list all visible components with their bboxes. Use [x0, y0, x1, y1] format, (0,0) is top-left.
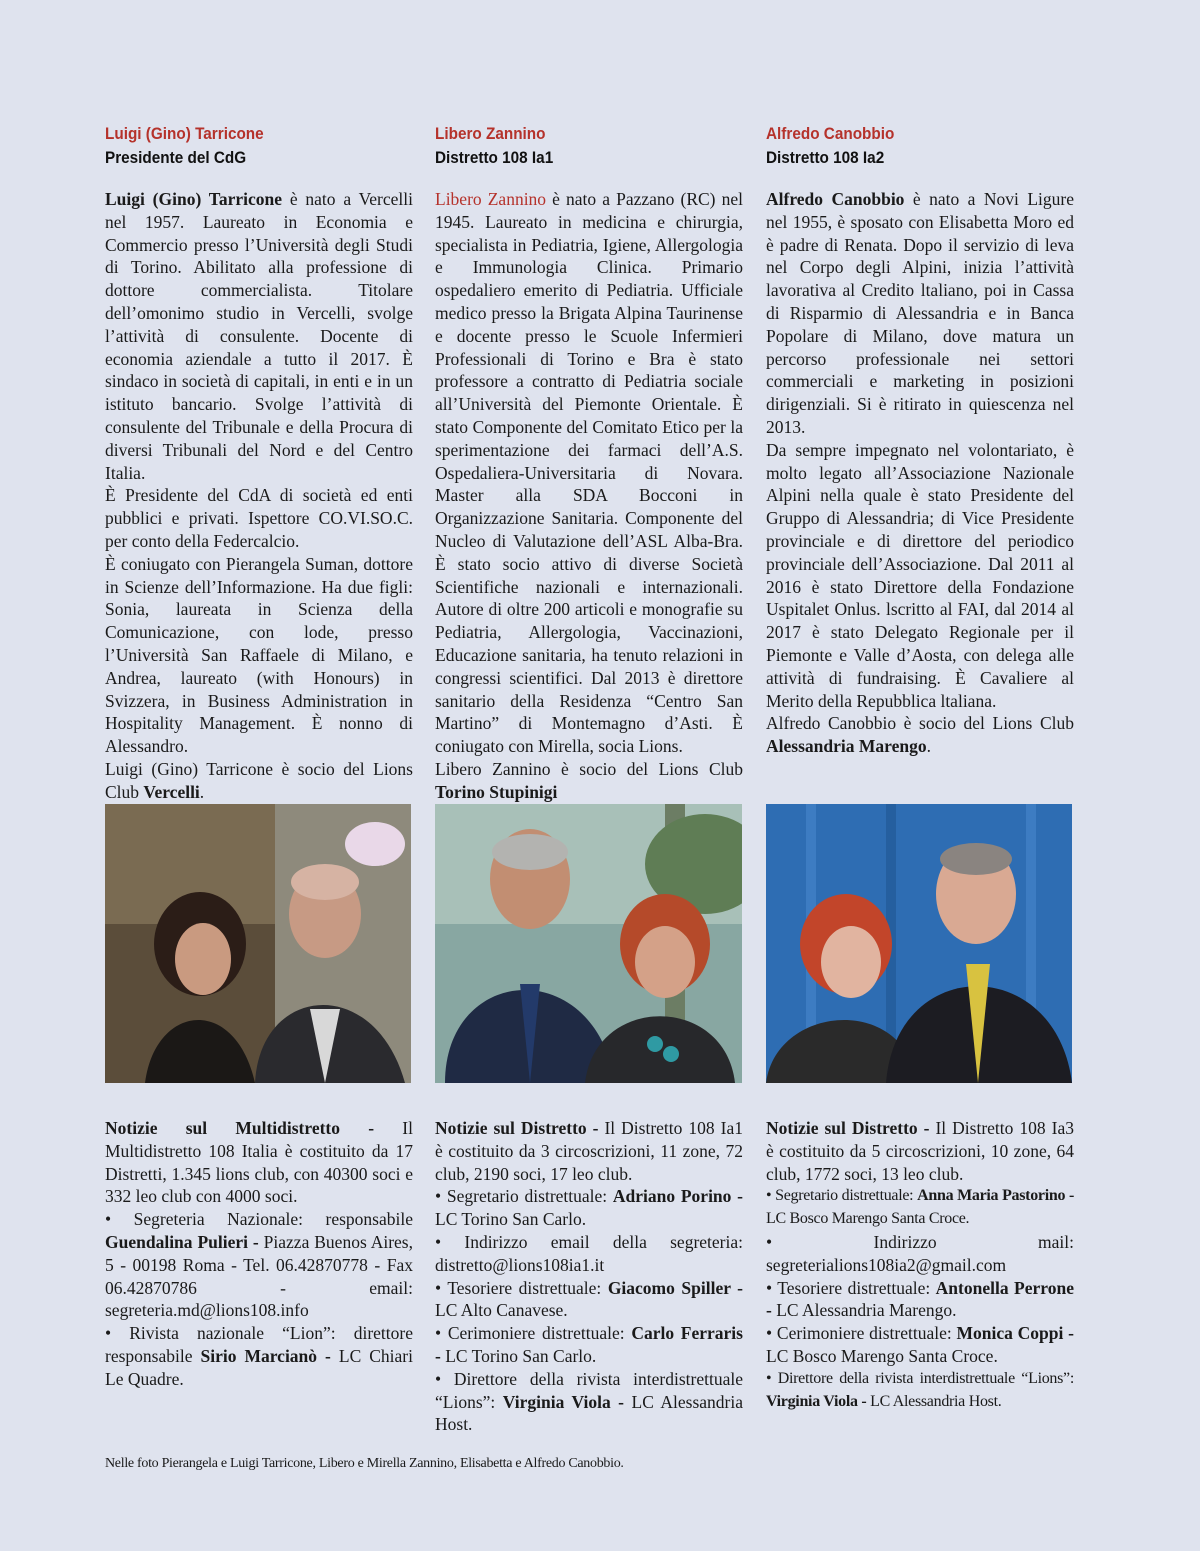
bio-paragraph: È coniugato con Pierangela Suman, dottore in Scienze dell’Informazione. Ha due figli: Sonia, laureata in Scienza della Comunicazione, con lode, presso l’Università San Raffaele di Milano, e Andrea, laureato (with Honours) in Svizzera, in Business Administration in Hospitality Management. È nonno di Alessandro. — [105, 553, 413, 757]
bio-zannino — [435, 188, 743, 804]
news-distretto-ia2 — [766, 1117, 1074, 1413]
bio-paragraph: È Presidente del CdA di società ed enti pubblici e privati. Ispettore CO.VI.SO.C. per conto della Federcalcio. — [105, 485, 413, 551]
news-item: • Cerimoniere distrettuale: Monica Coppi - LC Bosco Marengo Santa Croce. — [766, 1323, 1074, 1366]
bio-paragraph: Da sempre impegnato nel volontariato, è molto legato all’Associazione Nazionale Alpini nella quale è stato Presidente del Gruppo di Alessandria; di Vice Presidente provinciale e di direttore del periodico provinciale dell’Associazione. Dal 2011 al 2016 è stato Direttore della Fondazione Uspitalet Onlus. lscritto al FAI, dal 2014 al 2017 è stato Delegato Regionale per il Piemonte e Valle d’Aosta, con delega alle attività di fundraising. È Cavaliere al Merito della Repubblica ltaliana. — [766, 439, 1074, 711]
news-item: • Segretario distrettuale: Anna Maria Pastorino - LC Bosco Marengo Santa Croce. — [766, 1187, 1074, 1228]
news-item: • Direttore della rivista interdistrettuale “Lions”: Virginia Viola - LC Alessandria Host. — [435, 1368, 743, 1435]
bio-canobbio — [766, 188, 1074, 758]
news-multidistretto — [105, 1117, 413, 1391]
role-title: Presidente del CdG — [105, 148, 247, 167]
name-title: Libero Zannino — [435, 124, 546, 143]
photo-canobbio — [766, 804, 1072, 1083]
news-item: • Rivista nazionale “Lion”: direttore responsabile Sirio Marcianò - LC Chiari Le Quadre. — [105, 1323, 413, 1389]
news-item: • Direttore della rivista interdistrettuale “Lions”: Virginia Viola - LC Alessandria Host. — [766, 1369, 1074, 1410]
photo-tarricone-image — [105, 804, 411, 1083]
bio-paragraph: Libero Zannino è socio del Lions Club Torino Stupinigi — [435, 758, 743, 802]
news-paragraph: Notizie sul Distretto - Il Distretto 108 Ia3 è costituito da 5 circoscrizioni, 10 zone, 64 club, 1772 soci, 13 leo club. — [766, 1118, 1074, 1184]
news-item: • Indirizzo mail: segreterialions108ia2@gmail.com — [766, 1231, 1074, 1275]
photo-tarricone — [105, 804, 411, 1083]
bio-paragraph: Luigi (Gino) Tarricone è nato a Vercelli nel 1957. Laureato in Economia e Commercio presso l’Università degli Studi di Torino. Abilitato alla professione di dottore commercialista. Titolare dell’omonimo studio in Vercelli, svolge l’attività di consulente. Docente di economia aziendale a tutto il 2017. È sindaco in società di capitali, in enti e in un istituto bancario. Svolge l’attività di consulente del Tribunale e della Procura di diversi Tribunali del Nord e del Centro Italia. — [105, 189, 413, 483]
news-item: • Indirizzo email della segreteria: distretto@lions108ia1.it — [435, 1231, 743, 1275]
role-title: Distretto 108 Ia2 — [766, 148, 885, 167]
news-item: • Segreteria Nazionale: responsabile Guendalina Pulieri - Piazza Buenos Aires, 5 - 00198 Roma - Tel. 06.42870778 - Fax 06.42870786 - email: segreteria.md@lions108.info — [105, 1209, 413, 1321]
name-title: Luigi (Gino) Tarricone — [105, 124, 264, 143]
bio-paragraph: Libero Zannino è nato a Pazzano (RC) nel 1945. Laureato in medicina e chirurgia, specialista in Pediatria, Igiene, Allergologia e Immunologia Clinica. Primario ospedaliero emerito di Pediatria. Ufficiale medico presso la Brigata Alpina Taurinense e docente presso le Scuole Infermieri Professionali di Torino e Bra è stato professore a contratto di Pediatria sociale all’Università del Piemonte Orientale. È stato Componente del Comitato Etico per la sperimentazione dei farmaci dell’A.S. Ospedaliera-Universitaria di Novara. Master alla SDA Bocconi in Organizzazione Sanitaria. Componente del Nucleo di Valutazione dell’ASL Alba-Bra. È stato socio attivo di diverse Società Scientifiche nazionali e internazionali. Autore di oltre 200 articoli e monografie su Pediatria, Allergologia, Vaccinazioni, Educazione sanitaria, ha tenuto relazioni in congressi scientifici. Dal 2013 è direttore sanitario della Residenza “Centro San Martino” di Montemagno d’Asti. È coniugato con Mirella, socia Lions. — [435, 189, 743, 757]
photo-canobbio-image — [766, 804, 1072, 1083]
news-distretto-ia1 — [435, 1117, 743, 1436]
bio-paragraph: Alfredo Canobbio è socio del Lions Club Alessandria Marengo. — [766, 713, 1074, 757]
bio-tarricone — [105, 188, 413, 804]
news-paragraph: Notizie sul Distretto - Il Distretto 108 Ia1 è costituito da 3 circoscrizioni, 11 zone, 72 club, 2190 soci, 17 leo club. — [435, 1118, 743, 1184]
news-item: • Tesoriere distrettuale: Antonella Perrone - LC Alessandria Marengo. — [766, 1277, 1074, 1321]
news-item: • Cerimoniere distrettuale: Carlo Ferraris - LC Torino San Carlo. — [435, 1323, 743, 1366]
photo-zannino-image — [435, 804, 742, 1083]
role-title: Distretto 108 Ia1 — [435, 148, 554, 167]
bio-paragraph: Alfredo Canobbio è nato a Novi Ligure nel 1955, è sposato con Elisabetta Moro ed è padre di Renata. Dopo il servizio di leva nel Corpo degli Alpini, inizia l’attività lavorativa al Credito ltaliano, poi in Cassa di Risparmio di Alessandria e in Banca Popolare di Milano, dove matura un percorso professionale nei settori commerciali e marketing in posizioni dirigenziali. Si è ritirato in quiescenza nel 2013. — [766, 189, 1075, 437]
heading-zannino — [435, 122, 743, 170]
news-paragraph: Notizie sul Multidistretto - Il Multidistretto 108 Italia è costituito da 17 Distretti, 1.345 lions club, con 40300 soci e 332 leo club con 4000 soci. — [105, 1118, 413, 1207]
news-item: • Tesoriere distrettuale: Giacomo Spiller - LC Alto Canavese. — [435, 1277, 743, 1321]
photo-caption: Nelle foto Pierangela e Luigi Tarricone, Libero e Mirella Zannino, Elisabetta e Alfredo Canobbio. — [105, 1456, 624, 1471]
news-item: • Segretario distrettuale: Adriano Porino - LC Torino San Carlo. — [435, 1186, 743, 1230]
heading-canobbio — [766, 122, 1074, 170]
bio-paragraph: Luigi (Gino) Tarricone è socio del Lions Club Vercelli. — [105, 758, 413, 802]
photo-zannino — [435, 804, 742, 1083]
heading-tarricone — [105, 122, 413, 170]
name-title: Alfredo Canobbio — [766, 124, 895, 143]
